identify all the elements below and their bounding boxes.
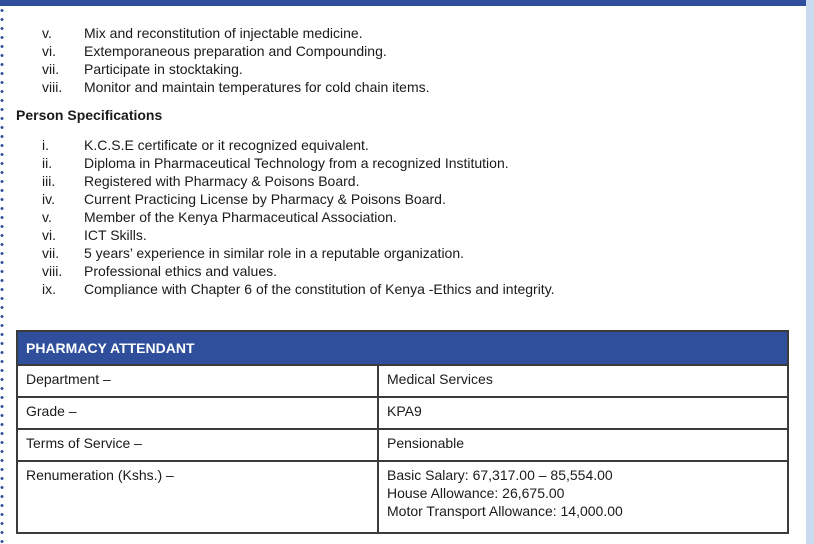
row-value: Medical Services [378,365,788,397]
list-number: ix. [42,281,56,297]
list-number: i. [42,137,49,153]
list-number: iii. [42,173,56,189]
row-value [378,461,788,533]
list-number: ii. [42,155,53,171]
list-text: Member of the Kenya Pharmaceutical Association. [84,209,397,225]
list-text: Registered with Pharmacy & Poisons Board. [84,173,360,189]
list-number: vii. [42,61,60,77]
row-label: Terms of Service – [17,429,378,461]
list-item [16,172,555,190]
transport-allowance-line: Motor Transport Allowance: 14,000.00 [387,503,623,519]
house-allowance-line: House Allowance: 26,675.00 [387,485,565,501]
list-item [16,262,555,280]
list-number: vii. [42,245,60,261]
person-specifications-heading: Person Specifications [16,107,163,123]
list-number: iv. [42,191,55,207]
job-details-table [16,330,789,534]
list-text: Compliance with Chapter 6 of the constitution of Kenya -Ethics and integrity. [84,281,555,297]
list-item [16,244,555,262]
list-text: Monitor and maintain temperatures for cold chain items. [84,79,430,95]
row-label: Department – [17,365,378,397]
duties-list [16,24,430,96]
section-heading [16,107,162,123]
list-text: Diploma in Pharmaceutical Technology from a recognized Institution. [84,155,509,171]
list-number: viii. [42,263,63,279]
list-item [16,136,555,154]
list-text: K.C.S.E certificate or it recognized equivalent. [84,137,369,153]
table-row [17,461,788,533]
row-value: KPA9 [378,397,788,429]
list-item [16,24,430,42]
list-item [16,154,555,172]
list-number: vi. [42,43,56,59]
table-row [17,365,788,397]
list-text: 5 years’ experience in similar role in a reputable organization. [84,245,465,261]
table-row [17,397,788,429]
row-value: Pensionable [378,429,788,461]
row-label: Renumeration (Kshs.) – [17,461,378,533]
list-item [16,190,555,208]
list-text: ICT Skills. [84,227,147,243]
list-item [16,60,430,78]
list-item [16,280,555,298]
right-side-panel [806,0,814,544]
list-text: Current Practicing License by Pharmacy & Poisons Board. [84,191,446,207]
list-number: viii. [42,79,63,95]
list-text: Professional ethics and values. [84,263,277,279]
list-item [16,208,555,226]
list-item [16,42,430,60]
list-item [16,78,430,96]
list-text: Mix and reconstitution of injectable medicine. [84,25,363,41]
list-number: vi. [42,227,56,243]
dotted-left-border [0,6,4,544]
row-label: Grade – [17,397,378,429]
list-number: v. [42,209,52,225]
list-item [16,226,555,244]
specifications-list [16,136,555,298]
list-number: v. [42,25,52,41]
basic-salary-line: Basic Salary: 67,317.00 – 85,554.00 [387,467,613,483]
job-title-header: PHARMACY ATTENDANT [17,331,788,365]
top-border-bar [0,0,814,6]
list-text: Extemporaneous preparation and Compounding. [84,43,387,59]
list-text: Participate in stocktaking. [84,61,243,77]
table-row [17,429,788,461]
